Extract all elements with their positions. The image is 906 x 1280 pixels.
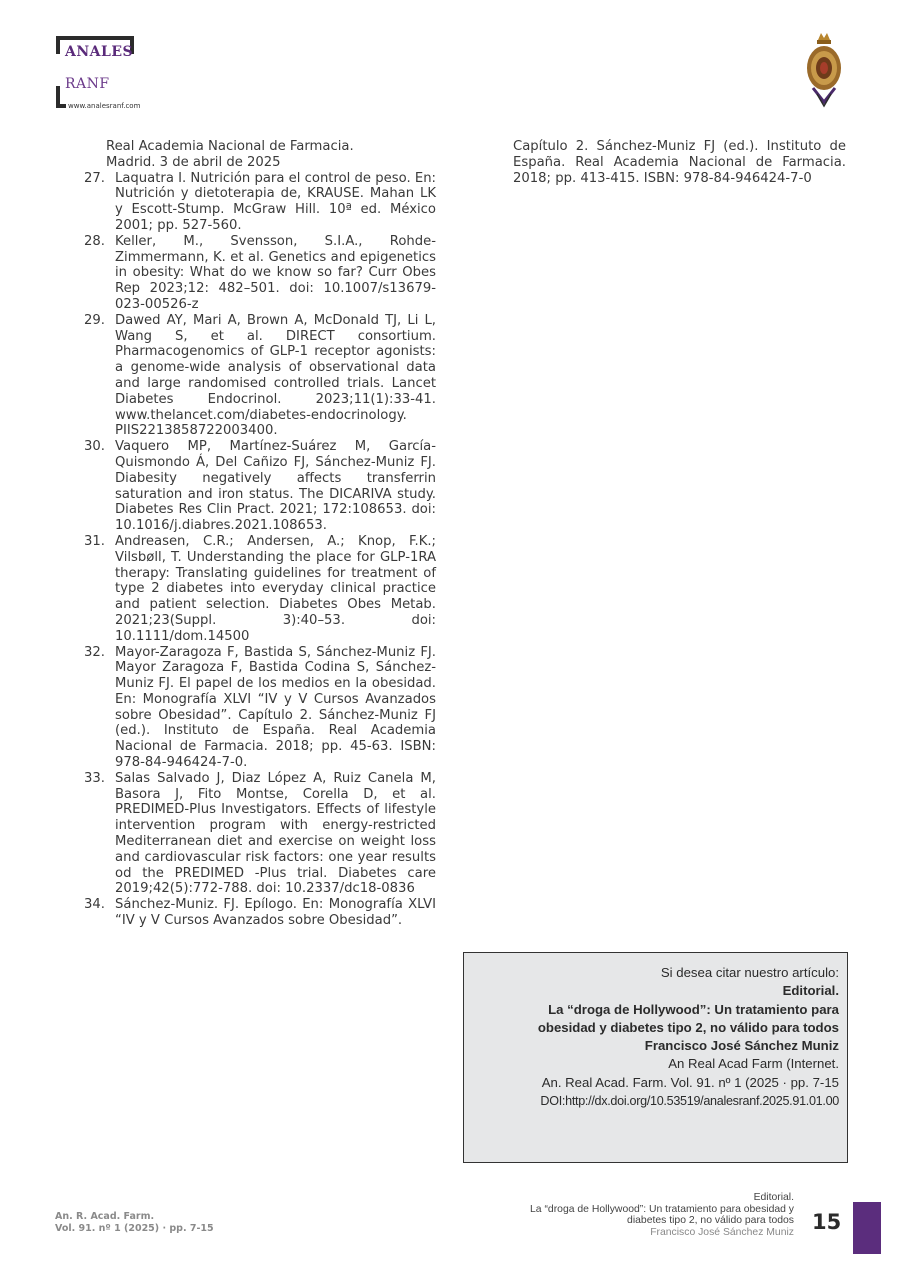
footer-journal [55, 1211, 214, 1235]
reference-text: Laquatra I. Nutrición para el control de peso. En: Nutrición y dietoterapia de, KRAUSE. Mahan LK y Escott-Stump. McGraw Hill. 10ª ed. México 2001; pp. 527-560. [115, 170, 436, 233]
journal-logo [56, 36, 196, 118]
citation-author: Francisco José Sánchez Muniz [644, 1038, 839, 1054]
citation-doi: DOI:http://dx.doi.org/10.53519/analesranf.2025.91.01.00 [540, 1094, 839, 1109]
citation-intro: Si desea citar nuestro artículo: [660, 965, 839, 980]
footer-journal-name: An. R. Acad. Farm. [55, 1211, 155, 1222]
reference-number: 31. [84, 533, 105, 549]
academy-crest-icon [804, 30, 844, 108]
reference-continuation-line: Madrid. 3 de abril de 2025 [106, 154, 281, 170]
citation-box [463, 952, 848, 1163]
reference-item [84, 645, 436, 771]
reference-item [84, 234, 436, 313]
reference-text: Vaquero MP, Martínez-Suárez M, García-Quismondo Á, Del Cañizo FJ, Sánchez-Muniz FJ. Diabesity negatively affects transferrin saturation and iron status. The DICARIVA study. Diabetes Res Clin Pract. 2021; 172:108653. doi: 10.1016/j.diabres.2021.108653. [115, 439, 436, 534]
citation-title-line: La “droga de Hollywood”: Un tratamiento para [548, 1001, 839, 1017]
reference-number: 27. [84, 170, 105, 186]
reference-number: 34. [84, 897, 105, 913]
reference-continuation: Capítulo 2. Sánchez-Muniz FJ (ed.). Instituto de España. Real Academia Nacional de Farmacia. 2018; pp. 413-415. ISBN: 978-84-946424-7-0 [513, 139, 846, 186]
reference-item [84, 534, 436, 645]
reference-number: 30. [84, 439, 105, 455]
page-accent-bar [853, 1202, 881, 1254]
logo-frame-left [56, 36, 60, 54]
logo-url: www.analesranf.com [68, 102, 141, 110]
footer-section: Editorial. [753, 1192, 794, 1203]
citation-section: Editorial. [782, 983, 839, 999]
page-number: 15 [812, 1210, 842, 1234]
reference-number: 28. [84, 233, 105, 249]
logo-frame-bottom [56, 104, 66, 108]
reference-text: Dawed AY, Mari A, Brown A, McDonald TJ, Li L, Wang S, et al. DIRECT consortium. Pharmacogenomics of GLP-1 receptor agonists: a genome-wide analysis of observational data and large randomised controlled trials. Lancet Diabetes Endocrinol. 2023;11(1):33-41. www.thelancet.com/diabetes-endocrinology. PIIS2213858722003400. [115, 312, 436, 439]
reference-number: 33. [84, 770, 105, 786]
logo-anales: ANALES [65, 44, 134, 60]
reference-item [84, 771, 436, 897]
reference-continuation [84, 139, 436, 171]
reference-text: Salas Salvado J, Diaz López A, Ruiz Canela M, Basora J, Fito Montse, Corella D, et al. PREDIMED-Plus Investigators. Effects of lifestyle intervention program with energy-restricted Mediterranean diet and exercise on weight loss and cardiovascular risk factors: one year results od the PREDIMED -Plus trial. Diabetes care 2019;42(5):772-788. doi: 10.2337/dc18-0836 [115, 770, 436, 897]
citation-title-line: obesidad y diabetes tipo 2, no válido para todos [537, 1019, 839, 1035]
footer-title-line: La “droga de Hollywood”: Un tratamiento para obesidad y [530, 1203, 794, 1215]
citation-volume: An. Real Acad. Farm. Vol. 91. nº 1 (2025 · pp. 7-15 [541, 1074, 839, 1090]
footer-article-info [434, 1192, 794, 1238]
reference-number: 29. [84, 312, 105, 328]
logo-frame-top [56, 36, 134, 40]
reference-text: Andreasen, C.R.; Andersen, A.; Knop, F.K.; Vilsbøll, T. Understanding the place for GLP-1RA therapy: Translating guidelines for treatment of type 2 diabetes into everyday clinical practice and patient selection. Diabetes Obes Metab. 2021;23(Suppl. 3):40–53. doi: 10.1111/dom.14500 [115, 533, 436, 644]
reference-text: Mayor-Zaragoza F, Bastida S, Sánchez-Muniz FJ. Mayor Zaragoza F, Bastida Codina S, Sánchez-Muniz FJ. El papel de los medios en la obesidad. En: Monografía XLVI “IV y V Cursos Avanzados sobre Obesidad”. Capítulo 2. Sánchez-Muniz FJ (ed.). Instituto de España. Real Academia Nacional de Farmacia. 2018; pp. 45-63. ISBN: 978-84-946424-7-0. [115, 644, 436, 771]
references-right-column [500, 139, 846, 186]
reference-item [84, 897, 436, 929]
reference-item [84, 313, 436, 439]
reference-text: Sánchez-Muniz. FJ. Epílogo. En: Monografía XLVI “IV y V Cursos Avanzados sobre Obesidad”. [115, 897, 436, 929]
footer-author: Francisco José Sánchez Muniz [650, 1226, 794, 1238]
references-left-column [84, 139, 436, 929]
footer-journal-volume: Vol. 91. nº 1 (2025) · pp. 7-15 [55, 1223, 214, 1234]
citation-journal: An Real Acad Farm (Internet. [668, 1056, 839, 1072]
reference-text: Keller, M., Svensson, S.I.A., Rohde-Zimmermann, K. et al. Genetics and epigenetics in obesity: What do we know so far? Curr Obes Rep 2023;12: 482–501. doi: 10.1007/s13679-023-00526-z [115, 233, 436, 312]
reference-number: 32. [84, 644, 105, 660]
logo-ranf: RANF [65, 76, 110, 92]
reference-item [84, 171, 436, 234]
footer-title-line: diabetes tipo 2, no válido para todos [627, 1215, 794, 1227]
reference-continuation-line: Real Academia Nacional de Farmacia. [106, 139, 354, 154]
reference-item [84, 439, 436, 534]
